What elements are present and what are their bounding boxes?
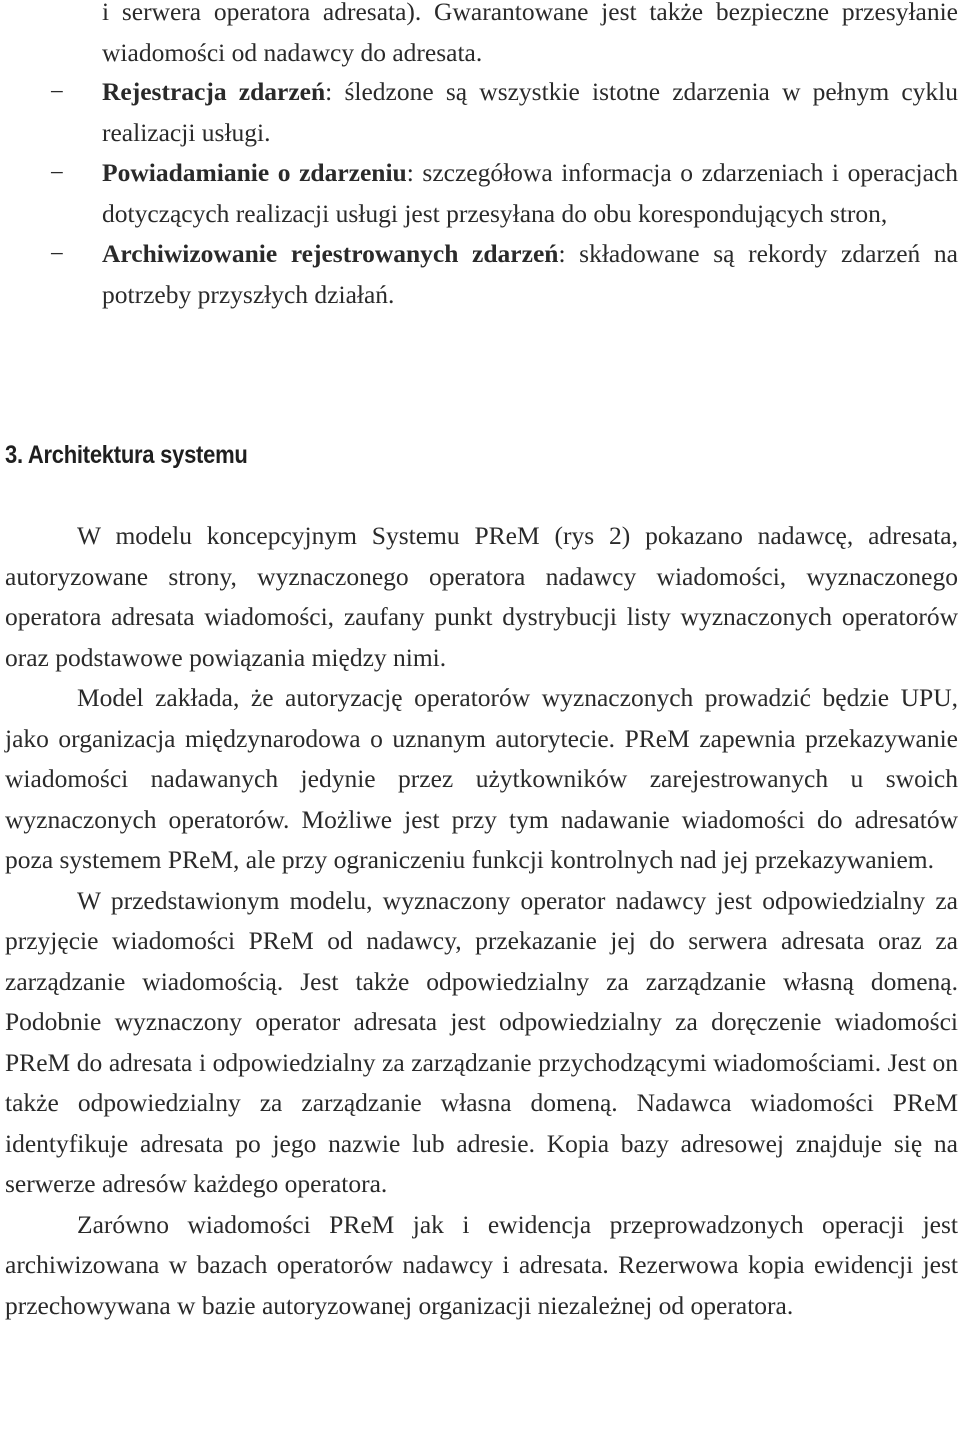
paragraph: W modelu koncepcyjnym Systemu PReM (rys 2) pokazano nadawcę, adresata, autoryzowane strony, wyznaczonego operatora nadawcy wiadomości, wyznaczonego operatora adresata wiadomości, zaufany punkt dystrybucji listy wyznaczonych operatorów oraz podstawowe powiązania między nimi. — [5, 521, 958, 672]
list-item-term: Archiwizowanie rejestrowanych zdarzeń — [102, 239, 559, 268]
list-item-event-archiving — [0, 234, 958, 315]
lead-paragraph: i serwera operatora adresata). Gwarantowane jest także bezpieczne przesyłanie wiadomości od nadawcy do adresata. — [102, 0, 958, 67]
list-item-text: : składowane są rekordy zdarzeń na potrzeby przyszłych działań. — [102, 239, 958, 309]
list-item-event-registration — [0, 72, 958, 153]
list-item-term: Rejestracja zdarzeń — [102, 77, 326, 106]
dash-bullet-icon: − — [49, 158, 65, 187]
feature-list — [0, 72, 958, 315]
section-heading: 3. Architektura systemu — [5, 441, 248, 469]
list-item-text: : szczegółowa informacja o zdarzeniach i operacjach dotyczących realizacji usługi jest przesyłana do obu korespondujących stron, — [102, 158, 958, 228]
dash-bullet-icon: − — [49, 239, 65, 268]
dash-bullet-icon: − — [49, 77, 65, 106]
list-item-term: Powiadamianie o zdarzeniu — [102, 158, 407, 187]
list-item-text: : śledzone są wszystkie istotne zdarzenia w pełnym cyklu realizacji usługi. — [102, 77, 958, 147]
paragraph: W przedstawionym modelu, wyznaczony operator nadawcy jest odpowiedzialny za przyjęcie wiadomości PReM od nadawcy, przekazanie jej do serwera adresata oraz za zarządzanie wiadomością. Jest także odpowiedzialny za zarządzanie własną domeną. Podobnie wyznaczony operator adresata jest odpowiedzialny za doręczenie wiadomości PReM do adresata i odpowiedzialny za zarządzanie przychodzącymi wiadomościami. Jest on także odpowiedzialny za zarządzanie własna domeną. Nadawca wiadomości PReM identyfikuje adresata po jego nazwie lub adresie. Kopia bazy adresowej znajduje się na serwerze adresów każdego operatora. — [5, 885, 958, 1198]
paragraph: Zarówno wiadomości PReM jak i ewidencja przeprowadzonych operacji jest archiwizowana w bazach operatorów nadawcy i adresata. Rezerwowa kopia ewidencji jest przechowywana w bazie autoryzowanej organizacji niezależnej od operatora. — [5, 1209, 958, 1320]
paragraph: Model zakłada, że autoryzację operatorów wyznaczonych prowadzić będzie UPU, jako organizacja międzynarodowa o uznanym autorytecie. PReM zapewnia przekazywanie wiadomości nadawanych jedynie przez użytkowników zarejestrowanych u swoich wyznaczonych operatorów. Możliwe jest przy tym nadawanie wiadomości do adresatów poza systemem PReM, ale przy ograniczeniu funkcji kontrolnych nad jej przekazywaniem. — [5, 683, 958, 874]
section-body — [5, 516, 958, 1326]
list-item-event-notification — [0, 153, 958, 234]
